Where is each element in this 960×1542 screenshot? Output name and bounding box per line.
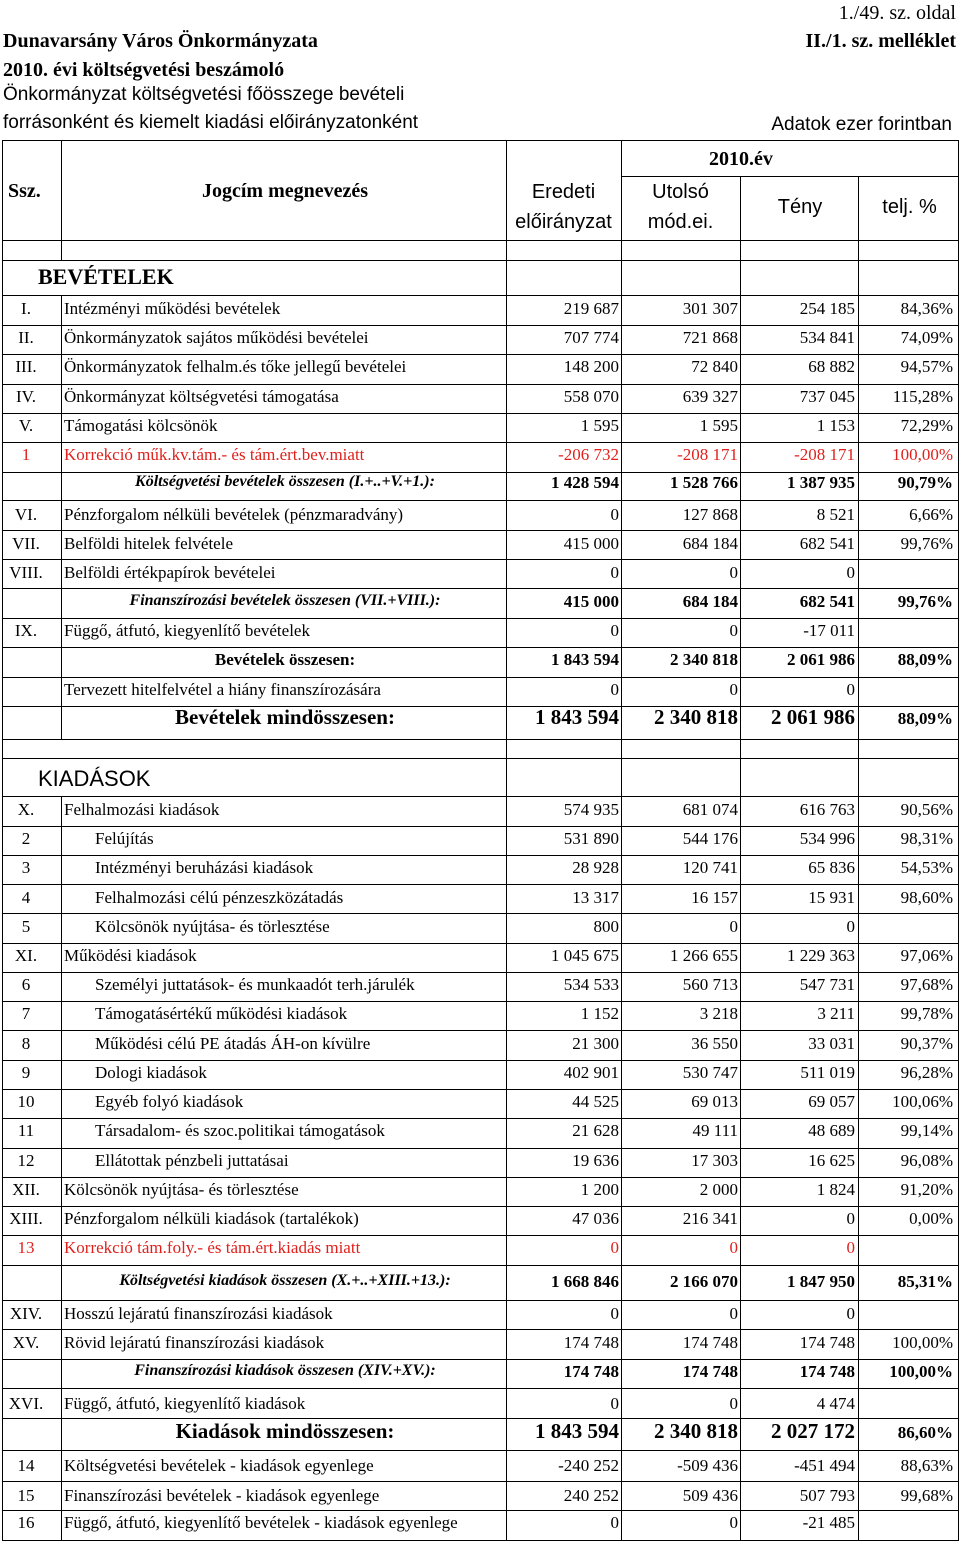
row-number: 1 [21,445,31,464]
grid-line [958,140,959,1540]
original-appropriation: 1 595 [580,416,619,435]
original-appropriation: -240 252 [558,1456,619,1475]
original-appropriation: 800 [593,917,619,936]
grid-line [2,1265,959,1266]
grid-line [2,1300,959,1301]
original-appropriation: 574 935 [563,800,619,819]
actual-value: -451 494 [794,1456,855,1475]
original-appropriation: 707 774 [563,328,619,347]
row-label: Működési kiadások [64,946,197,965]
modified-appropriation: 2 340 818 [654,1419,738,1443]
original-appropriation: 1 843 594 [535,1419,619,1443]
completion-percent: 99,14% [900,1121,953,1140]
completion-percent: 85,31% [897,1272,953,1291]
grid-line [2,260,959,261]
original-appropriation: 1 200 [580,1180,619,1199]
completion-percent: 88,63% [900,1456,953,1475]
grid-line [2,413,959,414]
grid-line [2,559,959,560]
actual-value: 1 153 [816,416,855,435]
modified-appropriation: 0 [729,1513,738,1532]
actual-value: 2 061 986 [787,650,855,669]
grid-line [2,855,959,856]
row-number: II. [18,328,34,347]
actual-value: 1 847 950 [787,1272,855,1291]
row-number: 16 [17,1513,35,1532]
row-label: Tervezett hitelfelvétel a hiány finanszírozására [64,680,381,699]
completion-percent: 84,36% [900,299,953,318]
modified-appropriation: 0 [729,1238,738,1257]
actual-value: -21 485 [802,1513,855,1532]
row-label: Dologi kiadások [95,1063,207,1082]
original-appropriation: 21 300 [572,1034,619,1053]
grid-line [2,354,959,355]
row-label: Kölcsönök nyújtása- és törlesztése [95,917,330,936]
completion-percent: 96,28% [900,1063,953,1082]
row-label: Költségvetési kiadások összesen (X.+..+XIII.+13.): [119,1272,451,1289]
subtitle-line-2: forrásonként és kiemelt kiadási előirányzatonként [3,112,419,133]
col-header-pct: telj. % [882,196,937,218]
completion-percent: 94,57% [900,357,953,376]
col-header-ssz: Ssz. [8,180,41,202]
row-number: 3 [21,858,31,877]
completion-percent: 99,68% [900,1486,953,1505]
original-appropriation: 1 843 594 [535,705,619,729]
grid-line [621,140,622,1540]
col-header-name: Jogcím megnevezés [201,180,369,202]
row-label: Önkormányzat költségvetési támogatása [64,387,339,406]
grid-line [2,1481,959,1482]
original-appropriation: 531 890 [563,829,619,848]
grid-line [2,1510,959,1511]
actual-value: 507 793 [799,1486,855,1505]
grid-line [61,295,62,739]
row-label: Pénzforgalom nélküli bevételek (pénzmaradvány) [64,505,404,524]
grid-line [2,618,959,619]
actual-value: 511 019 [800,1063,855,1082]
row-label: Függő, átfutó, kiegyenlítő bevételek - kiadások egyenlege [64,1513,458,1532]
completion-percent: 90,79% [897,473,953,492]
grid-line [2,1089,959,1090]
actual-value: 69 057 [808,1092,855,1111]
row-number: X. [17,800,35,819]
modified-appropriation: 2 000 [699,1180,738,1199]
actual-value: -208 171 [794,445,855,464]
completion-percent: 100,00% [892,445,953,464]
modified-appropriation: 1 528 766 [670,473,738,492]
page-number: 1./49. sz. oldal [838,2,956,24]
grid-line [740,176,741,1540]
original-appropriation: 240 252 [563,1486,619,1505]
modified-appropriation: 0 [729,563,738,582]
actual-value: 68 882 [808,357,855,376]
modified-appropriation: 544 176 [682,829,738,848]
completion-percent: 86,60% [897,1423,953,1442]
grid-line [2,972,959,973]
actual-value: 1 387 935 [787,473,855,492]
actual-value: 616 763 [799,800,855,819]
modified-appropriation: 216 341 [682,1209,738,1228]
modified-appropriation: 509 436 [682,1486,738,1505]
row-label: Kiadások mindösszesen: [175,1419,395,1443]
row-number: 15 [17,1486,35,1505]
row-label: Bevételek mindösszesen: [175,705,395,729]
modified-appropriation: 0 [729,680,738,699]
modified-appropriation: 530 747 [682,1063,738,1082]
grid-line [61,140,62,260]
col-header-actual: Tény [777,196,823,218]
modified-appropriation: 721 868 [682,328,738,347]
completion-percent: 90,56% [900,800,953,819]
actual-value: 8 521 [816,505,855,524]
grid-line [2,1118,959,1119]
col-header-mod-1: Utolsó [652,181,709,203]
modified-appropriation: 174 748 [682,1333,738,1352]
row-number: XV. [12,1333,40,1352]
row-label: Önkormányzatok sajátos működési bevételei [64,328,369,347]
modified-appropriation: 49 111 [692,1121,738,1140]
grid-line [2,240,959,241]
row-label: Függő, átfutó, kiegyenlítő bevételek [64,621,310,640]
row-number: 14 [17,1456,35,1475]
actual-value: 2 061 986 [771,705,855,729]
row-number: 8 [21,1034,31,1053]
modified-appropriation: 1 595 [699,416,738,435]
original-appropriation: 415 000 [563,592,619,611]
row-number: XVI. [8,1394,44,1413]
modified-appropriation: 639 327 [682,387,738,406]
grid-line [858,176,859,1540]
row-number: IX. [14,621,38,640]
modified-appropriation: -208 171 [677,445,738,464]
row-label: Felhalmozási célú pénzeszközátadás [95,888,344,907]
row-label: Egyéb folyó kiadások [95,1092,244,1111]
original-appropriation: 44 525 [572,1092,619,1111]
modified-appropriation: 69 013 [691,1092,738,1111]
row-label: Felhalmozási kiadások [64,800,220,819]
original-appropriation: 0 [610,1394,619,1413]
row-number: 11 [17,1121,35,1140]
col-header-orig-1: Eredeti [531,181,596,203]
grid-line [2,442,959,443]
unit-note: Adatok ezer forintban [771,114,952,135]
row-number: VIII. [9,563,43,582]
actual-value: 0 [846,680,855,699]
completion-percent: 72,29% [900,416,953,435]
completion-percent: 100,06% [892,1092,953,1111]
actual-value: 254 185 [799,299,855,318]
grid-line [2,1235,959,1236]
annex-number: II./1. sz. melléklet [805,30,956,52]
grid-line [2,758,959,759]
actual-value: 534 996 [799,829,855,848]
modified-appropriation: 3 218 [699,1004,738,1023]
row-label: Költségvetési bevételek - kiadások egyenlege [64,1456,374,1475]
original-appropriation: 1 045 675 [551,946,619,965]
row-number: 9 [21,1063,31,1082]
modified-appropriation: 0 [729,1304,738,1323]
row-label: Támogatási kölcsönök [64,416,218,435]
grid-line [2,295,959,296]
completion-percent: 96,08% [900,1151,953,1170]
original-appropriation: 0 [610,505,619,524]
row-number: 12 [17,1151,35,1170]
original-appropriation: 28 928 [572,858,619,877]
row-label: Korrekció műk.kv.tám.- és tám.ért.bev.miatt [64,445,365,464]
original-appropriation: 402 901 [563,1063,619,1082]
completion-percent: 90,37% [900,1034,953,1053]
grid-line [2,1206,959,1207]
grid-line [2,140,959,141]
row-label: Támogatásértékű működési kiadások [95,1004,348,1023]
actual-value: 4 474 [816,1394,855,1413]
grid-line [61,796,62,1540]
modified-appropriation: -509 436 [677,1456,738,1475]
original-appropriation: 0 [610,1513,619,1532]
modified-appropriation: 127 868 [682,505,738,524]
col-header-mod-2: mód.ei. [647,211,714,233]
actual-value: 65 836 [808,858,855,877]
section-expense-title: KIADÁSOK [38,766,151,791]
actual-value: 0 [846,563,855,582]
grid-line [2,913,959,914]
row-number: IV. [16,387,36,406]
actual-value: 16 625 [808,1151,855,1170]
col-header-orig-2: előirányzat [515,211,612,233]
original-appropriation: 174 748 [563,1362,619,1381]
grid-line [2,677,959,678]
actual-value: 3 211 [817,1004,855,1023]
completion-percent: 74,09% [900,328,953,347]
actual-value: 174 748 [799,1362,855,1381]
modified-appropriation: 684 184 [682,592,738,611]
grid-line [2,739,959,740]
modified-appropriation: 0 [729,621,738,640]
completion-percent: 100,00% [892,1333,953,1352]
col-header-year: 2010.év [709,148,773,170]
row-label: Működési célú PE átadás ÁH-on kívülre [95,1034,371,1053]
row-number: VII. [12,534,40,553]
original-appropriation: 558 070 [563,387,619,406]
completion-percent: 91,20% [900,1180,953,1199]
report-title: 2010. évi költségvetési beszámoló [3,59,285,81]
row-number: 4 [21,888,31,907]
grid-line [2,796,959,797]
grid-line [2,1388,959,1389]
actual-value: 0 [846,917,855,936]
actual-value: 534 841 [799,328,855,347]
modified-appropriation: 2 340 818 [670,650,738,669]
row-number: V. [18,416,34,435]
actual-value: 737 045 [799,387,855,406]
row-label: Bevételek összesen: [214,650,356,669]
row-label: Társadalom- és szoc.politikai támogatások [95,1121,385,1140]
actual-value: 1 229 363 [787,946,855,965]
actual-value: 15 931 [808,888,855,907]
actual-value: 1 824 [816,1180,855,1199]
actual-value: 48 689 [808,1121,855,1140]
row-label: Intézményi működési bevételek [64,299,281,318]
row-number: 10 [17,1092,35,1111]
original-appropriation: 0 [610,680,619,699]
actual-value: 174 748 [799,1333,855,1352]
row-label: Kölcsönök nyújtása- és törlesztése [64,1180,299,1199]
grid-line [2,1001,959,1002]
completion-percent: 54,53% [900,858,953,877]
actual-value: 0 [846,1304,855,1323]
completion-percent: 97,06% [900,946,953,965]
row-label: Finanszírozási bevételek összesen (VII.+VIII.): [129,592,441,609]
grid-line [2,1540,959,1541]
grid-line [2,884,959,885]
grid-line [2,500,959,501]
original-appropriation: 219 687 [563,299,619,318]
original-appropriation: 0 [610,621,619,640]
original-appropriation: 13 317 [572,888,619,907]
completion-percent: 88,09% [897,650,953,669]
original-appropriation: 415 000 [563,534,619,553]
grid-line [2,1060,959,1061]
section-income-title: BEVÉTELEK [38,264,174,289]
row-number: 6 [21,975,31,994]
original-appropriation: 0 [610,563,619,582]
completion-percent: 115,28% [892,387,953,406]
grid-line [2,1329,959,1330]
grid-line [2,943,959,944]
grid-line [2,384,959,385]
row-label: Hosszú lejáratú finanszírozási kiadások [64,1304,333,1323]
row-label: Rövid lejáratú finanszírozási kiadások [64,1333,325,1352]
actual-value: 33 031 [808,1034,855,1053]
modified-appropriation: 120 741 [682,858,738,877]
modified-appropriation: 2 340 818 [654,705,738,729]
row-number: XIV. [9,1304,43,1323]
row-label: Felújítás [95,829,154,848]
row-label: Személyi juttatások- és munkaadót terh.járulék [95,975,415,994]
row-label: Önkormányzatok felhalm.és tőke jellegű bevételei [64,357,407,376]
original-appropriation: 1 843 594 [551,650,619,669]
modified-appropriation: 301 307 [682,299,738,318]
grid-line [2,530,959,531]
completion-percent: 88,09% [897,709,953,728]
row-number: XII. [12,1180,40,1199]
original-appropriation: 47 036 [572,1209,619,1228]
row-label: Belföldi értékpapírok bevételei [64,563,276,582]
completion-percent: 98,60% [900,888,953,907]
modified-appropriation: 16 157 [691,888,738,907]
actual-value: 547 731 [799,975,855,994]
original-appropriation: 21 628 [572,1121,619,1140]
original-appropriation: 0 [610,1304,619,1323]
modified-appropriation: 174 748 [682,1362,738,1381]
completion-percent: 98,31% [900,829,953,848]
row-number: VI. [14,505,38,524]
modified-appropriation: 36 550 [691,1034,738,1053]
grid-line [506,140,507,1540]
original-appropriation: 0 [610,1238,619,1257]
completion-percent: 100,00% [889,1362,953,1381]
original-appropriation: 148 200 [563,357,619,376]
row-number: XI. [14,946,38,965]
completion-percent: 99,76% [900,534,953,553]
grid-line [2,1450,959,1451]
actual-value: 2 027 172 [771,1419,855,1443]
row-number: XIII. [9,1209,43,1228]
completion-percent: 97,68% [900,975,953,994]
row-label: Ellátottak pénzbeli juttatásai [95,1151,289,1170]
completion-percent: 0,00% [909,1209,953,1228]
grid-line [2,826,959,827]
original-appropriation: 1 428 594 [551,473,619,492]
grid-line [621,176,959,177]
row-number: 5 [21,917,31,936]
row-number: 13 [17,1238,35,1257]
original-appropriation: -206 732 [558,445,619,464]
grid-line [2,1148,959,1149]
completion-percent: 99,78% [900,1004,953,1023]
grid-line [2,325,959,326]
modified-appropriation: 560 713 [682,975,738,994]
row-label: Finanszírozási bevételek - kiadások egyenlege [64,1486,380,1505]
row-label: Intézményi beruházási kiadások [95,858,314,877]
row-label: Korrekció tám.foly.- és tám.ért.kiadás miatt [64,1238,361,1257]
grid-line [2,1030,959,1031]
subtitle-line-1: Önkormányzat költségvetési főösszege bevételi [3,84,405,105]
modified-appropriation: 17 303 [691,1151,738,1170]
modified-appropriation: 681 074 [682,800,738,819]
original-appropriation: 19 636 [572,1151,619,1170]
grid-line [2,588,959,589]
modified-appropriation: 684 184 [682,534,738,553]
org-name: Dunavarsány Város Önkormányzata [3,30,318,52]
actual-value: 682 541 [799,534,855,553]
modified-appropriation: 0 [729,1394,738,1413]
row-label: Belföldi hitelek felvétele [64,534,233,553]
grid-line [2,1359,959,1360]
actual-value: 682 541 [799,592,855,611]
actual-value: -17 011 [803,621,855,640]
row-label: Pénzforgalom nélküli kiadások (tartalékok) [64,1209,359,1228]
original-appropriation: 534 533 [563,975,619,994]
row-label: Finanszírozási kiadások összesen (XIV.+XV.): [134,1362,436,1379]
modified-appropriation: 1 266 655 [670,946,738,965]
modified-appropriation: 2 166 070 [670,1272,738,1291]
completion-percent: 99,76% [897,592,953,611]
original-appropriation: 1 668 846 [551,1272,619,1291]
row-number: 7 [21,1004,31,1023]
row-number: III. [15,357,37,376]
row-number: 2 [21,829,31,848]
modified-appropriation: 0 [729,917,738,936]
completion-percent: 6,66% [909,505,953,524]
row-label: Függő, átfutó, kiegyenlítő kiadások [64,1394,306,1413]
original-appropriation: 174 748 [563,1333,619,1352]
grid-line [2,647,959,648]
grid-line [2,1177,959,1178]
original-appropriation: 1 152 [580,1004,619,1023]
actual-value: 0 [846,1238,855,1257]
row-number: I. [21,299,31,318]
modified-appropriation: 72 840 [691,357,738,376]
actual-value: 0 [846,1209,855,1228]
row-label: Költségvetési bevételek összesen (I.+..+V.+1.): [135,473,435,490]
